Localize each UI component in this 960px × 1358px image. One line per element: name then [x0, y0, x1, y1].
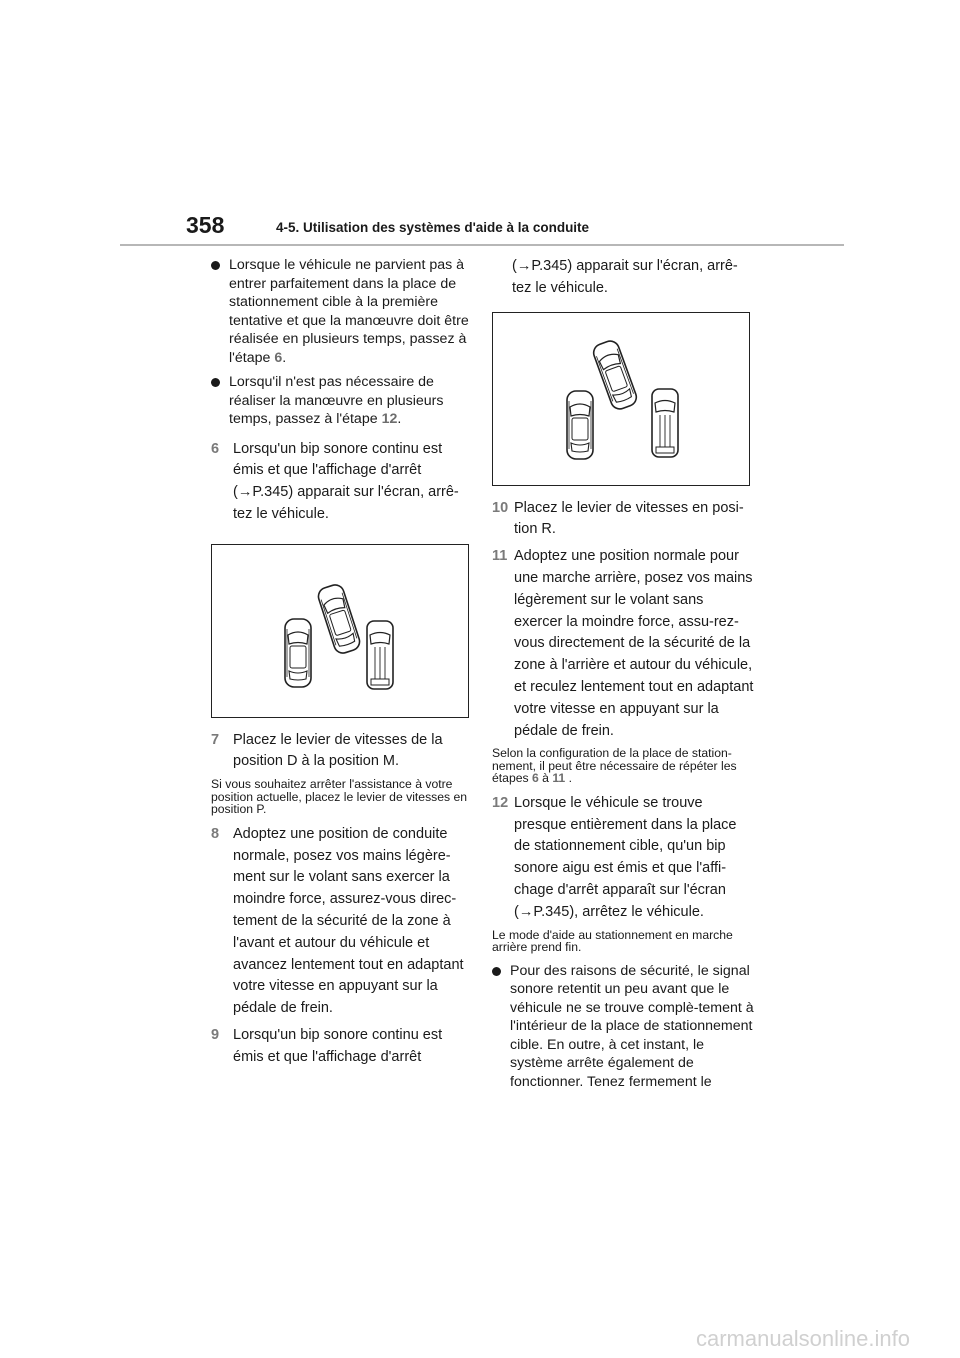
note-step-11	[492, 747, 754, 785]
bullet-dot-icon	[211, 378, 220, 387]
parked-car-left	[567, 391, 593, 459]
bullet-dot-icon	[492, 967, 501, 976]
parking-cars-figure	[212, 545, 468, 717]
step-text: Placez le levier de vitesses de la position D à la position M.	[233, 731, 443, 770]
step-text: Placez le levier de vitesses en posi-tion R.	[514, 499, 744, 538]
bullet-multi-step	[211, 256, 473, 367]
parking-cars-figure	[493, 313, 749, 485]
note-text: à	[538, 771, 553, 786]
parked-car-right	[367, 621, 393, 689]
left-column	[211, 256, 473, 1074]
step-number: 8	[211, 825, 220, 842]
step-reference: 6	[531, 771, 539, 786]
step-10	[492, 498, 754, 542]
section-title: 4-5. Utilisation des systèmes d'aide à la conduite	[276, 220, 590, 235]
punctuation: .	[282, 349, 287, 366]
step-12	[492, 793, 754, 924]
step-9	[211, 1025, 473, 1069]
maneuvering-car	[316, 582, 362, 655]
bullet-text: Pour des raisons de sécurité, le signal sonore retentit un peu avant que le véhicule ne se trouve complè-tement à l'intérieur de la place de stationnement cible. En outre, à cet instant, le système arrête également de fonctionner. Tenez fermement le	[510, 962, 754, 1090]
right-column	[492, 256, 754, 1097]
step-number: 7	[211, 731, 220, 748]
step-number: 6	[211, 440, 220, 457]
punctuation: .	[397, 411, 402, 427]
step-number: 9	[211, 1026, 220, 1043]
parking-illustration-1	[211, 544, 469, 718]
step-text: Lorsqu'un bip sonore continu est émis et que l'affichage d'arrêt	[233, 1026, 443, 1065]
step-text: Adoptez une position normale pour une marche arrière, posez vos mains légèrement sur le volant sans exercer la moindre force, assu-rez-vous directement de la sécurité de la zone à l'arrière et autour du véhicule, et reculez lentement tout en adaptant votre vitesse en appuyant sur la pédale de frein.	[514, 548, 754, 739]
bullet-single-step	[211, 373, 473, 429]
note-text: .	[565, 771, 572, 786]
step-number: 10	[492, 499, 509, 516]
bullet-text: Lorsque le véhicule ne parvient pas à entrer parfaitement dans la place de stationnement cible à la première tentative et que la manœuvre doit être réalisée en plusieurs temps, passez à l'étape	[229, 257, 469, 366]
step-number: 11	[492, 548, 508, 565]
page-number: 358	[186, 212, 225, 238]
step-6	[211, 439, 473, 526]
bullet-safety	[492, 962, 754, 1092]
step-8	[211, 824, 473, 1020]
note-step-7: Si vous souhaitez arrêter l'assistance à votre position actuelle, placez le levier de vitesses en position P.	[211, 777, 468, 817]
header-rule	[120, 244, 844, 246]
step-number: 12	[492, 794, 509, 811]
step-text: Adoptez une position de conduite normale, posez vos mains légère-ment sur le volant sans exercer la moindre force, assurez-vous direc-tement de la sécurité de la zone à l'avant et autour du véhicule et avancez lentement tout en adaptant votre vitesse en appuyant sur la pédale de frein.	[233, 825, 464, 1017]
step-reference: 11	[552, 771, 566, 786]
bullet-dot-icon	[211, 261, 220, 270]
maneuvering-car	[591, 338, 639, 411]
parking-illustration-2	[492, 312, 750, 486]
step-7	[211, 730, 473, 774]
parked-car-left	[285, 619, 311, 687]
step-reference: 12	[381, 411, 398, 427]
note-step-12: Le mode d'aide au stationnement en marche arrière prend fin.	[492, 927, 733, 955]
step-text: Lorsque le véhicule se trouve presque entièrement dans la place de stationnement cible, qu'un bip sonore aigu est émis et que l'affi-chage d'arrêt apparaît sur l'écran (→P.345), arrêtez le véhicule.	[514, 794, 737, 920]
bullet-text: Lorsqu'il n'est pas nécessaire de réaliser la manœuvre en plusieurs temps, passez à l'étape	[229, 374, 444, 427]
watermark: carmanualsonline.info	[695, 1326, 910, 1351]
note-text: Selon la configuration de la place de station-nement, il peut être nécessaire de répéter les étapes	[492, 746, 737, 786]
step-11	[492, 546, 754, 742]
step-reference: 6	[274, 349, 283, 366]
step-9-continued: (→P.345) apparait sur l'écran, arrê-tez le véhicule.	[512, 258, 738, 296]
step-text: Lorsqu'un bip sonore continu est émis et que l'affichage d'arrêt (→P.345) apparait sur l'écran, arrê-tez le véhicule.	[233, 440, 459, 522]
parked-car-right	[652, 389, 678, 457]
